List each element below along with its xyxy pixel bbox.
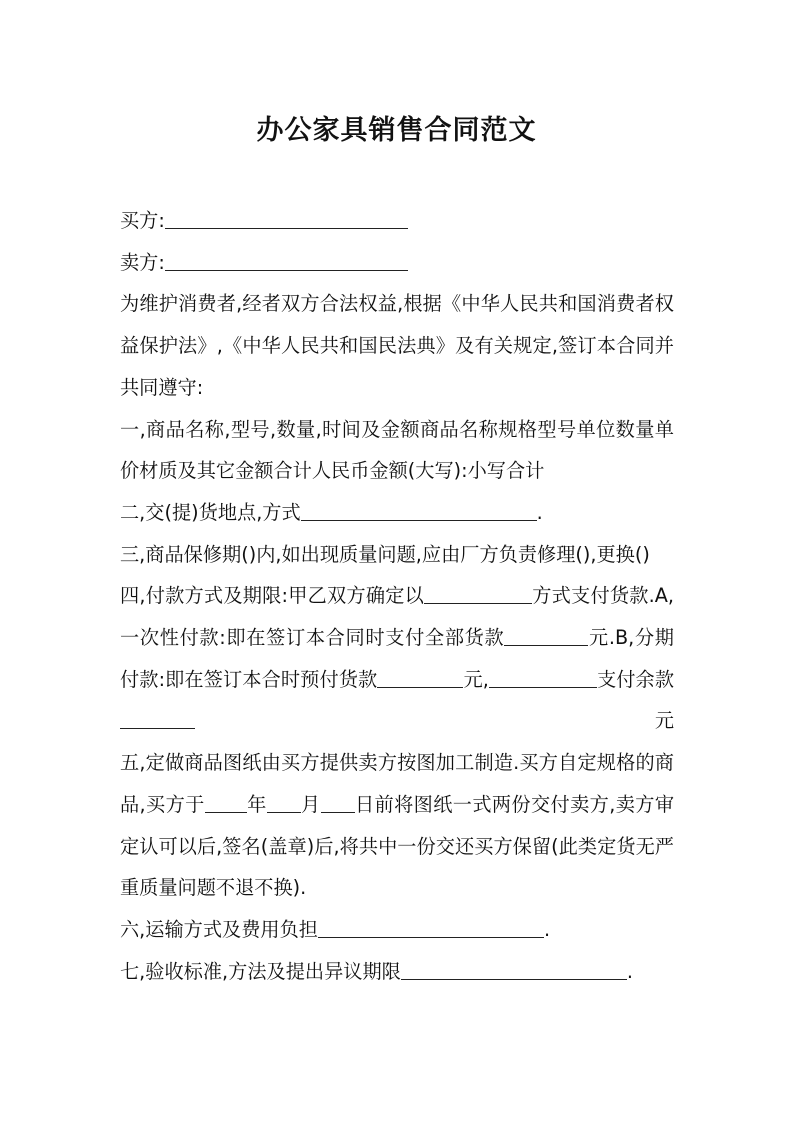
balance-amount-blank[interactable] [120, 708, 195, 729]
full-payment-blank[interactable] [504, 625, 588, 646]
prepayment-blank[interactable] [377, 667, 463, 688]
buyer-line [120, 200, 674, 242]
clause-3-text: 三,商品保修期()内,如出现质量问题,应由厂方负责修理(),更换() [120, 542, 650, 566]
clause-6-end: . [543, 917, 551, 941]
clause-7-label: 七,验收标准,方法及提出异议期限 [120, 959, 401, 983]
clause-5-part-1: 五,定做商品图纸由买方提供卖方按图加工制造.买方自定规格的商品,买方于 [120, 751, 674, 816]
seller-line [120, 242, 674, 284]
month-blank[interactable] [267, 792, 301, 813]
clause-4-part-2: 方式支付货款.A,一次性付款:即在签订本合同时支付全部货款 [120, 584, 674, 650]
clause-4-part-6: 元 [195, 709, 674, 733]
contract-body [120, 200, 674, 992]
clause-4 [120, 575, 674, 742]
day-blank[interactable] [321, 792, 355, 813]
clause-1-text: 一,商品名称,型号,数量,时间及金额商品名称规格型号单位数量单价材质及其它金额合计人民币金额(大写):小写合计 [120, 417, 674, 483]
clause-5-year: 年 [246, 792, 267, 816]
clause-6-label: 六,运输方式及费用负担 [120, 917, 318, 941]
clause-7-end: . [626, 959, 633, 983]
year-blank[interactable] [205, 792, 247, 813]
acceptance-blank[interactable] [401, 959, 627, 980]
clause-4-part-3: 元.B,分期付款:即在签订本合时预付货款 [120, 626, 674, 691]
intro-paragraph [120, 283, 674, 408]
clause-5-month: 月 [300, 792, 321, 816]
clause-4-part-4: 元, [463, 667, 489, 691]
seller-label: 卖方: [120, 250, 165, 274]
balance-date-blank[interactable] [489, 667, 597, 688]
clause-6 [120, 909, 674, 951]
intro-text: 为维护消费者,经者双方合法权益,根据《中华人民共和国消费者权益保护法》,《中华人民共和国民法典》及有关规定,签订本合同并共同遵守: [120, 292, 674, 399]
clause-5 [120, 742, 674, 909]
buyer-label: 买方: [120, 209, 165, 232]
payment-method-blank[interactable] [424, 583, 532, 604]
clause-2-end: . [536, 500, 543, 524]
delivery-blank[interactable] [301, 500, 537, 521]
document-title: 办公家具销售合同范文 [256, 115, 537, 146]
buyer-blank[interactable] [165, 208, 408, 229]
clause-1 [120, 409, 674, 492]
clause-2-label: 二,交(提)货地点,方式 [120, 500, 301, 524]
seller-blank[interactable] [165, 250, 408, 271]
clause-5-part-2: 日前将图纸一式两份交付卖方,卖方审定认可以后,签名(盖章)后,将共中一份交还买方保留(此类定货无严重质量问题不退不换). [120, 792, 675, 900]
transport-blank[interactable] [318, 917, 544, 938]
clause-3 [120, 534, 674, 576]
clause-7 [120, 951, 674, 993]
clause-4-part-1: 四,付款方式及期限:甲乙双方确定以 [120, 584, 425, 608]
clause-2 [120, 492, 674, 534]
clause-4-part-5: 支付余款 [596, 667, 675, 691]
